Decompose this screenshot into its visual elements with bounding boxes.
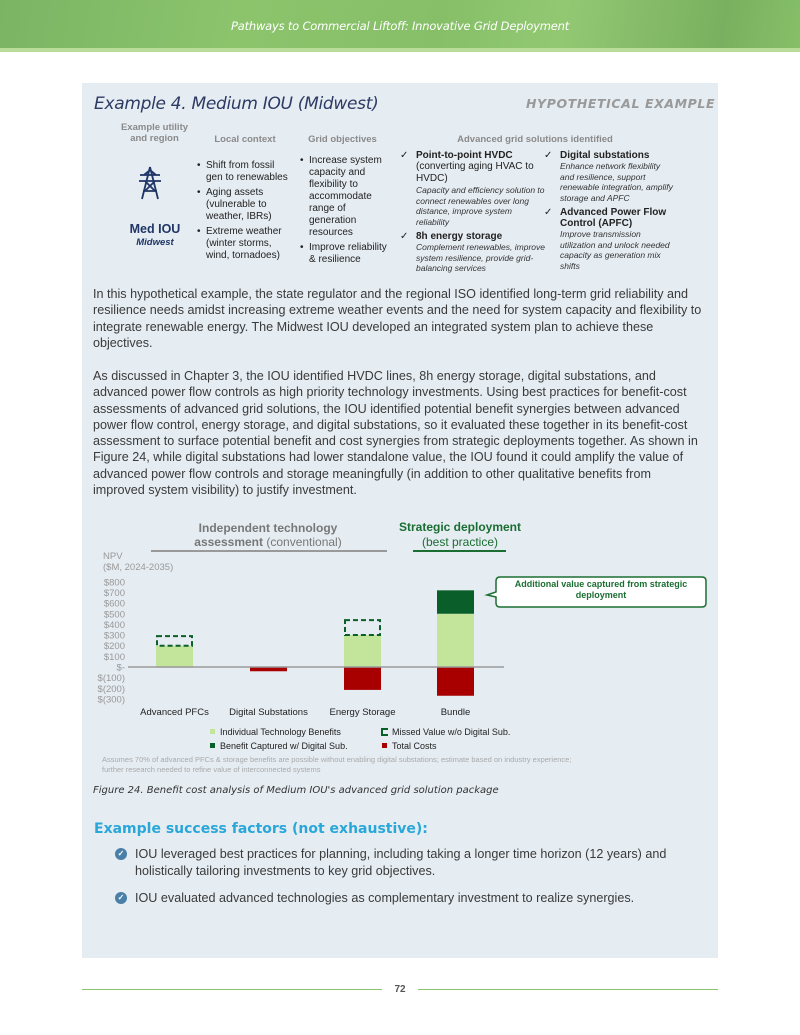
x-tick-label: Digital Substations [229,707,308,718]
header-divider [0,48,800,52]
group-label-independent: Independent technology [198,521,338,535]
figure-caption: Figure 24. Benefit cost analysis of Medium IOU's advanced grid solution package [93,785,499,796]
bar-benefit-captured [437,590,474,613]
solution-desc: Complement renewables, improve system resilience, provide grid-balancing services [416,242,545,273]
col-header-local-context: Local context [214,134,276,145]
legend-label: Total Costs [392,741,437,751]
x-tick-label: Energy Storage [329,707,396,718]
callout-text: Additional value captured from strategic deployment [514,579,688,600]
y-tick-label: $400 [103,619,125,631]
solution-title: ✓ Point-to-point HVDC [400,150,545,161]
x-tick-label: Advanced PFCs [140,707,209,718]
page-number: 72 [394,984,406,995]
npv-chart [90,515,710,780]
y-tick-label: $200 [103,641,125,653]
success-factor-text: IOU evaluated advanced technologies as complementary investment to realize synergies. [135,891,635,905]
success-factor-item [115,846,705,879]
paragraph: In this hypothetical example, the state regulator and the regional ISO identified long-term grid reliability and resilience needs amidst increasing extreme weather events and the need for system capacity and flexibility to integrate renewable energy. The Midwest IOU developed an integrated system plan to achieve these objectives. [93,287,702,350]
local-context-list [197,160,289,265]
check-circle-icon: ✓ [115,848,127,860]
local-context-item: • Shift from fossil gen to renewables [197,160,289,184]
group-label-strategic: Strategic deployment [398,520,522,534]
chart-footnote: Assumes 70% of advanced PFCs & storage benefits are possible without enabling digital substations; estimate based on industry experience; further research needed to refine value of interconnected systems [102,755,572,774]
paragraph: As discussed in Chapter 3, the IOU identified HVDC lines, 8h energy storage, digital substations, and advanced power flow controls as high priority technology investments. Using best practices for benefit-cost assessments of advanced grid solutions, the IOU identified potential benefit synergies between advanced power flow control, energy storage, and digital substations, so it evaluated these together in its benefit-cost assessment to surface potential benefit and cost synergies from strategic deployments together. As shown in Figure 24, while digital substations had lower standalone value, the IOU found it could amplify the value of advanced power flow controls and storage meaningfully (in addition to other qualitative benefits from improved system visibility) to justify investment. [93,369,698,498]
y-tick-label: $- [116,662,125,674]
legend-label: Benefit Captured w/ Digital Sub. [220,741,348,751]
y-tick-label: $100 [103,651,125,663]
solution-desc: Enhance network flexibility and resilience, support renewable integration, amplify storage and APFC [560,161,673,203]
callout [487,577,706,607]
col-header-utility: Example utility and region [120,122,189,144]
legend-swatch [210,743,215,748]
legend-label: Missed Value w/o Digital Sub. [392,727,511,737]
legend-swatch [382,743,387,748]
bar-individual-benefits [437,614,474,667]
bar-total-costs [344,667,381,690]
bar-individual-benefits [344,635,381,667]
utility-region: Midwest [136,237,174,248]
legend-swatch-dashed [382,729,388,735]
solutions-column-2 [544,150,674,275]
y-tick-label: $(300) [97,694,125,706]
solution-desc: Improve transmission utilization and unlock needed capacity as generation mix shifts [560,229,670,271]
legend-label: Individual Technology Benefits [220,727,341,737]
footer-rule-right [418,989,718,990]
success-factor-text: IOU leveraged best practices for planning, including taking a longer time horizon (12 years) and holistically tailoring investments to key grid objectives. [135,847,667,878]
bar-individual-benefits [156,646,193,667]
local-context-item: • Aging assets (vulnerable to weather, IBRs) [197,187,289,223]
group-label-independent-sub: assessment (conventional) [194,535,342,549]
y-tick-label: $500 [103,609,125,621]
example-title: Example 4. Medium IOU (Midwest) [94,94,379,114]
grid-objectives-list [300,155,390,269]
bar-total-costs [437,667,474,696]
group-label-strategic-sub: (best practice) [421,535,499,549]
solution-title: ✓ 8h energy storage [400,231,545,242]
transmission-tower-icon [137,166,163,200]
grid-objective-item: • Increase system capacity and flexibility to accommodate range of generation resources [300,155,390,239]
local-context-item: • Extreme weather (winter storms, wind, tornadoes) [197,226,289,262]
y-axis-label: NPV [103,551,123,562]
x-tick-label: Bundle [440,707,471,718]
y-tick-label: $(100) [97,673,125,685]
grid-objective-item: • Improve reliability & resilience [300,242,390,266]
y-tick-label: $300 [103,630,125,642]
y-tick-label: $(200) [97,683,125,695]
solution-title: ✓ Advanced Power Flow Control (APFC) [544,207,674,229]
solution-subtitle: (converting aging HVAC to HVDC) [416,161,534,184]
y-axis-label-units: ($M, 2024-2035) [103,562,174,573]
solution-title: ✓ Digital substations [544,150,674,161]
footer-rule-left [82,989,382,990]
col-header-grid-objectives: Grid objectives [308,134,377,145]
utility-name: Med IOU [129,222,181,236]
success-factor-item [115,890,705,907]
page-header-banner [0,0,800,48]
y-tick-label: $700 [103,587,125,599]
y-tick-label: $600 [103,598,125,610]
check-circle-icon: ✓ [115,892,127,904]
hypothetical-tag: HYPOTHETICAL EXAMPLE [526,96,716,111]
bar-missed-value [345,620,380,635]
solution-desc: Capacity and efficiency solution to connect renewables over long distance, improve system reliability [416,185,545,227]
solutions-column-1 [400,150,545,278]
y-tick-label: $800 [103,577,125,589]
document-title: Pathways to Commercial Liftoff: Innovative Grid Deployment [230,19,570,33]
col-header-solutions: Advanced grid solutions identified [457,134,613,145]
success-factors-title: Example success factors (not exhaustive): [94,821,428,837]
legend-swatch [210,729,215,734]
bar-missed-value [157,636,192,646]
